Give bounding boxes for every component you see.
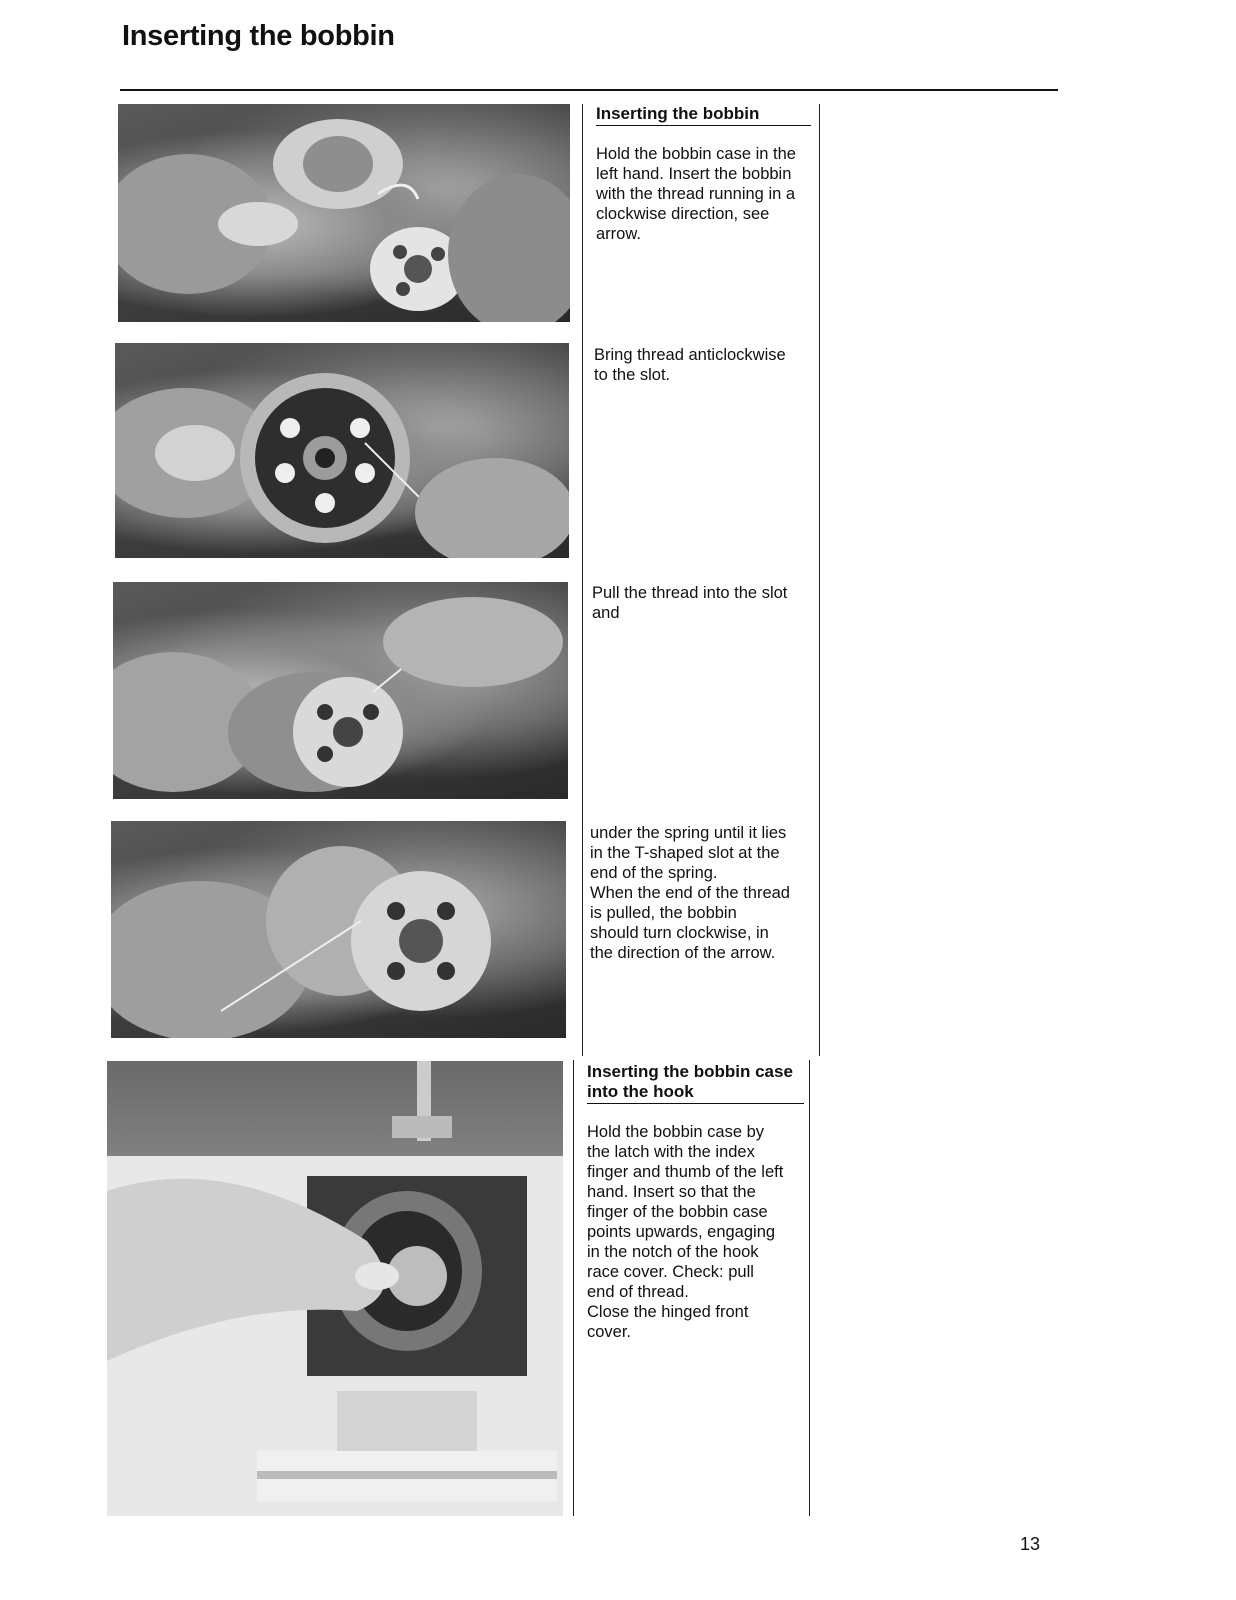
photo-pull-thread-slot xyxy=(113,582,568,799)
section-text: Hold the bobbin case in the left hand. Insert the bobbin with the thread running in a clockwise direction, see arrow. xyxy=(596,145,796,243)
section-pull-thread xyxy=(592,583,812,623)
photo-insert-bobbin-graphic xyxy=(118,104,570,322)
section-inserting-bobbin xyxy=(596,104,811,244)
section-text: Hold the bobbin case by the latch with the index finger and thumb of the left hand. Insert so that the finger of the bobbin case points upwards, engaging in the notch of the hook race cover. Check: pull end of thread. Close the hinged front cover. xyxy=(587,1123,784,1341)
title-rule xyxy=(120,89,1058,91)
photo-insert-case-hook-graphic xyxy=(107,1061,563,1516)
column-divider-left xyxy=(582,104,583,1056)
section-text: Bring thread anticlockwise to the slot. xyxy=(594,346,786,384)
section-text: under the spring until it lies in the T-shaped slot at the end of the spring. When the end of the thread is pulled, the bobbin should turn clockwise, in the direction of the arrow. xyxy=(590,824,790,962)
section-inserting-case xyxy=(587,1062,804,1342)
page-number: 13 xyxy=(1020,1534,1041,1554)
photo-insert-case-hook xyxy=(107,1061,563,1516)
section-text: Pull the thread into the slot and xyxy=(592,584,788,622)
page-title: Inserting the bobbin xyxy=(122,20,395,52)
photo-thread-anticlockwise xyxy=(115,343,569,558)
photo-under-spring-graphic xyxy=(111,821,566,1038)
section-bring-thread xyxy=(594,345,814,385)
section-under-spring xyxy=(590,823,815,963)
section-heading: Inserting the bobbin case into the hook xyxy=(587,1062,804,1104)
photo-insert-bobbin xyxy=(118,104,570,322)
photo-under-spring xyxy=(111,821,566,1038)
section-heading: Inserting the bobbin xyxy=(596,104,811,126)
column-divider-right xyxy=(819,104,820,1056)
column-divider-left-lower xyxy=(573,1060,574,1516)
photo-pull-thread-slot-graphic xyxy=(113,582,568,799)
photo-thread-anticlockwise-graphic xyxy=(115,343,569,558)
column-divider-right-lower xyxy=(809,1060,810,1516)
